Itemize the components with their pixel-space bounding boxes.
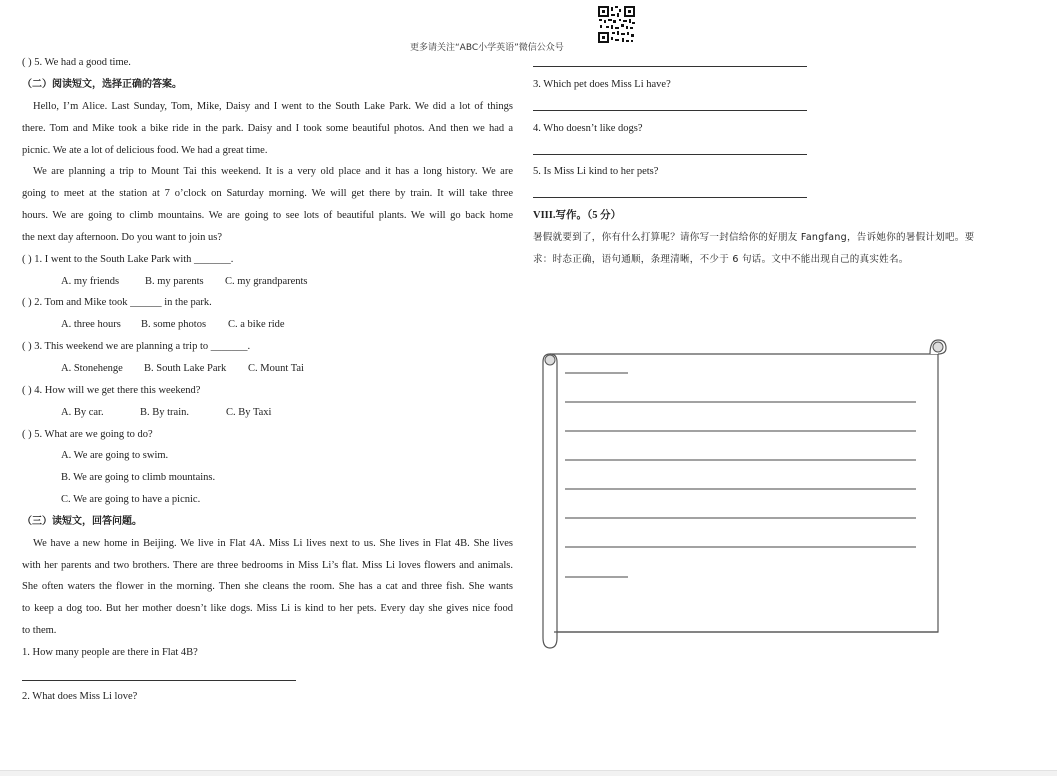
qr-code-icon	[597, 5, 636, 44]
page-bottom-edge	[0, 770, 1057, 776]
mc-q1-option-c: C. my grandparents	[225, 276, 308, 287]
answer-question-5: 5. Is Miss Li kind to her pets?	[533, 166, 659, 177]
paper-scroll-icon	[540, 336, 948, 652]
answer-question-3: 3. Which pet does Miss Li have?	[533, 79, 671, 90]
mc-q2-option-b: B. some photos	[141, 319, 207, 330]
answer-question-4: 4. Who doesn’t like dogs?	[533, 123, 643, 134]
mc-q5-option-a: A. We are going to swim.	[61, 450, 169, 461]
section-2-title: （二）阅读短文，选择正确的答案。	[22, 79, 182, 90]
passage-3-line-5: to them.	[22, 625, 57, 636]
passage-1-line-1: Hello, I’m Alice. Last Sunday, Tom, Mike, Daisy and I went to the South Lake Park. We did a lot of things	[33, 101, 513, 112]
section-3-title: （三）读短文，回答问题。	[22, 516, 142, 527]
passage-3-line-3: She often waters the flower in the morning. Then she cleans the room. She has a cat and three fish. She wants	[22, 581, 513, 592]
mc-question-1: ( ) 1. I went to the South Lake Park with _______.	[22, 254, 234, 265]
mc-q3-option-c: C. Mount Tai	[248, 363, 304, 374]
passage-2-line-2: going to meet at the station at 7 o’clock on Saturday morning. We will get there by train. It will take three	[22, 188, 513, 199]
mc-q5-option-b: B. We are going to climb mountains.	[61, 472, 216, 483]
mc-q1-option-a: A. my friends	[61, 276, 120, 287]
passage-1-line-3: picnic. We ate a lot of delicious food. We had a great time.	[22, 145, 268, 156]
mc-q3-option-b: B. South Lake Park	[144, 363, 227, 374]
answer-line-2[interactable]	[533, 66, 807, 67]
section-8-title: VIII.写作。（5 分）	[533, 210, 622, 221]
mc-q4-option-c: C. By Taxi	[226, 407, 272, 418]
answer-line-4[interactable]	[533, 154, 807, 155]
passage-2-line-4: the next day afternoon. Do you want to join us?	[22, 232, 223, 243]
mc-q2-option-a: A. three hours	[61, 319, 121, 330]
passage-3-line-4: to keep a dog too. But her mother doesn’t like dogs. Miss Li is kind to her pets. Every day she gives nice food	[22, 603, 513, 614]
passage-2-line-3: hours. We are going to climb mountains. We are going to see lots of beautiful plants. We will go back home	[22, 210, 513, 221]
mc-q1-option-b: B. my parents	[145, 276, 204, 287]
passage-2-line-1: We are planning a trip to Mount Tai this weekend. It is a very old place and it has a long history. We are	[33, 166, 513, 177]
writing-prompt-line-2: 求：时态正确，语句通顺，条理清晰，不少于 6 句话。文中不能出现自己的真实姓名。	[533, 254, 909, 265]
answer-question-1: 1. How many people are there in Flat 4B?	[22, 647, 198, 658]
answer-line-5[interactable]	[533, 197, 807, 198]
answer-line-3[interactable]	[533, 110, 807, 111]
mc-question-3: ( ) 3. This weekend we are planning a trip to _______.	[22, 341, 251, 352]
passage-3-line-1: We have a new home in Beijing. We live in Flat 4A. Miss Li lives next to us. She lives in Flat 4B. She lives	[33, 538, 513, 549]
mc-question-5: ( ) 5. What are we going to do?	[22, 429, 153, 440]
answer-line-1[interactable]	[22, 680, 296, 681]
passage-1-line-2: there. Tom and Mike took a bike ride in the park. Daisy and I took some beautiful photos. And then we had a	[22, 123, 513, 134]
answer-question-2: 2. What does Miss Li love?	[22, 691, 138, 702]
writing-prompt-line-1: 暑假就要到了，你有什么打算呢？请你写一封信给你的好朋友 Fangfang，告诉她你的暑假计划吧。要	[533, 232, 975, 243]
mc-question-2: ( ) 2. Tom and Mike took ______ in the park.	[22, 297, 212, 308]
mc-question-4: ( ) 4. How will we get there this weekend?	[22, 385, 201, 396]
mc-q5-option-c: C. We are going to have a picnic.	[61, 494, 201, 505]
passage-3-line-2: with her parents and two brothers. There are three bedrooms in Miss Li’s flat. Miss Li loves flowers and animals.	[22, 560, 513, 571]
mc-q4-option-a: A. By car.	[61, 407, 104, 418]
mc-q2-option-c: C. a bike ride	[228, 319, 285, 330]
mc-q4-option-b: B. By train.	[140, 407, 189, 418]
promo-note: 更多请关注“ABC小学英语”微信公众号	[410, 43, 564, 53]
mc-q3-option-a: A. Stonehenge	[61, 363, 123, 374]
previous-question-5: ( ) 5. We had a good time.	[22, 57, 131, 68]
